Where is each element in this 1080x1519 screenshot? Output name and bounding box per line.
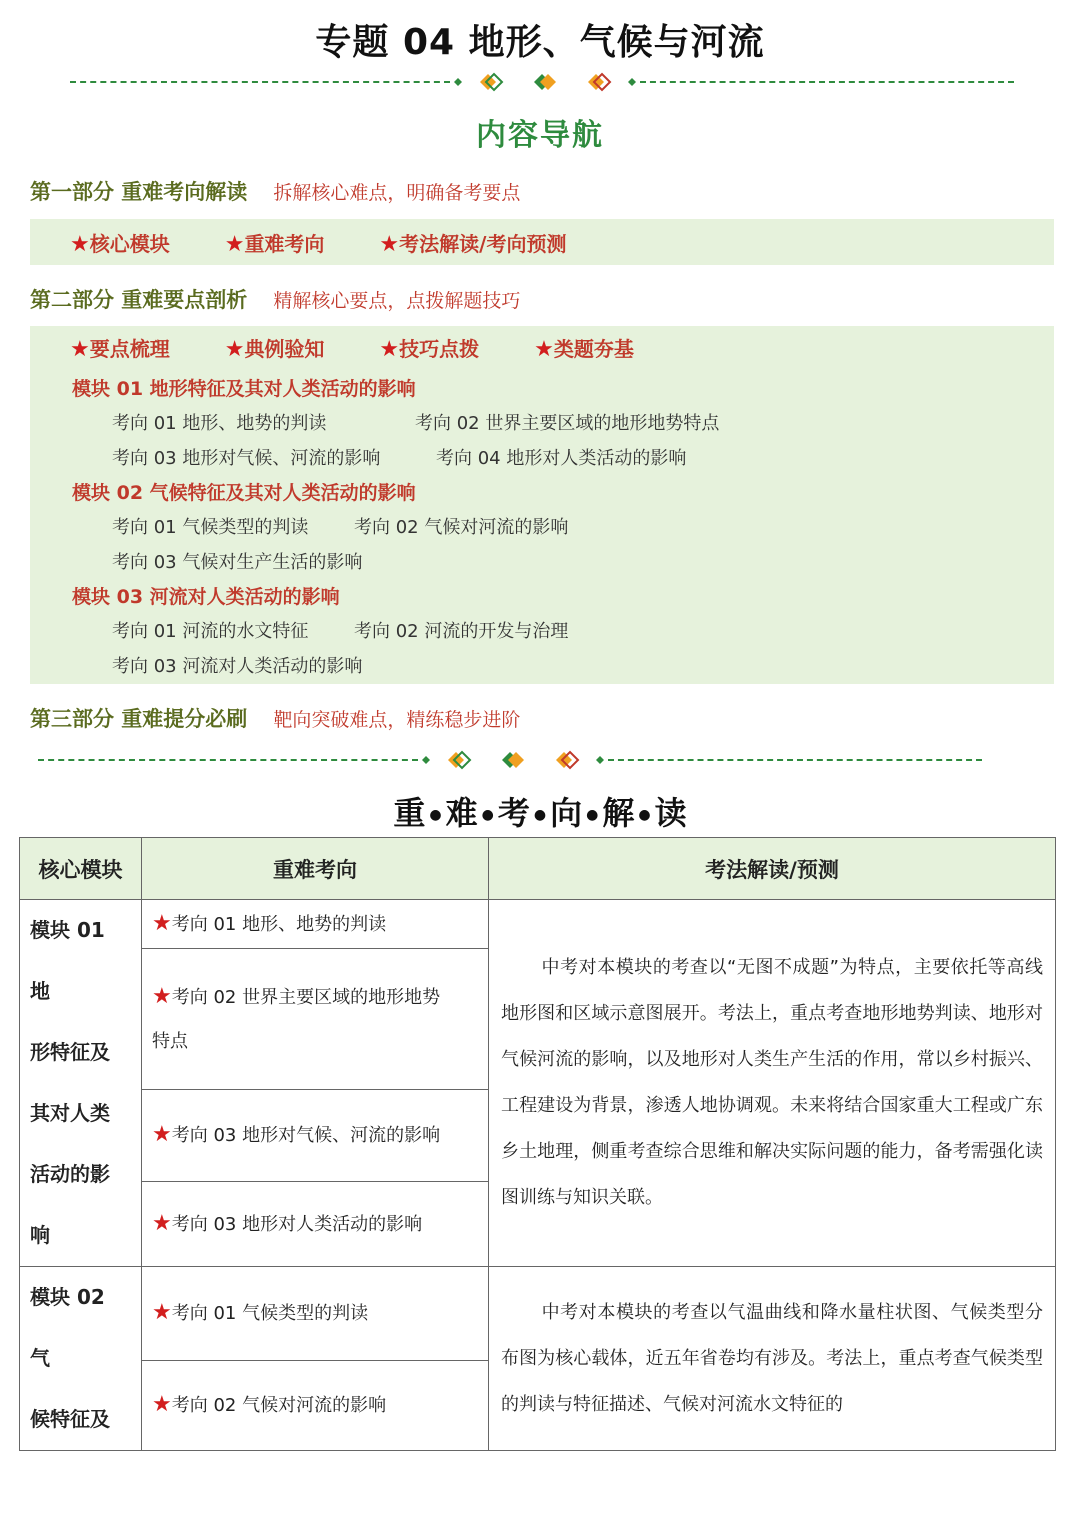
direction-item: 考向 03 河流对人类活动的影响	[112, 656, 363, 677]
part-three-heading	[30, 703, 520, 733]
star-icon: ★	[224, 337, 245, 362]
tag-item: ★核心模块	[70, 232, 170, 257]
tag-item: ★类题夯基	[534, 337, 634, 362]
star-icon: ★	[152, 1392, 172, 1418]
table-row	[20, 1267, 1056, 1361]
part-one-box	[30, 219, 1054, 265]
part-one-heading	[30, 176, 520, 206]
direction-cell: ★考向 01 气候类型的判读	[142, 1267, 489, 1361]
module-cell: 模块 01 地 形特征及 其对人类 活动的影 响	[20, 900, 142, 1267]
nav-title: 内容导航	[476, 118, 604, 153]
analysis-table	[19, 837, 1056, 1451]
part-desc: 精解核心要点，点拨解题技巧	[273, 290, 521, 312]
star-icon: ★	[224, 232, 245, 257]
direction-item: 考向 01 地形、地势的判读	[112, 413, 327, 434]
tag-item: ★技巧点拨	[379, 337, 480, 362]
part-two-box	[30, 326, 1054, 684]
star-icon: ★	[70, 337, 90, 362]
part-desc: 拆解核心难点，明确备考要点	[273, 182, 521, 204]
star-icon: ★	[70, 232, 90, 257]
star-icon: ★	[152, 1300, 172, 1326]
direction-item: 考向 01 河流的水文特征	[112, 621, 309, 642]
part-desc: 靶向突破难点，精练稳步进阶	[273, 709, 521, 731]
table-header-row	[20, 838, 1056, 900]
direction-item: 考向 02 气候对河流的影响	[354, 517, 569, 538]
direction-item: 考向 01 气候类型的判读	[112, 517, 309, 538]
star-icon: ★	[379, 337, 400, 362]
star-icon: ★	[152, 1121, 172, 1147]
description-cell: 中考对本模块的考查以气温曲线和降水量柱状图、气候类型分布图为核心载体，近五年省卷均有涉及。考法上，重点考查气候类型的判读与特征描述、气候对河流水文特征的	[489, 1267, 1056, 1451]
star-icon: ★	[534, 337, 554, 362]
direction-item: 考向 03 气候对生产生活的影响	[112, 552, 363, 573]
module-heading: 模块 02 气候特征及其对人类活动的影响	[72, 482, 416, 504]
tag-item: ★要点梳理	[70, 337, 170, 362]
table-row	[20, 900, 1056, 949]
section-title: 重 ● 难 ● 考 ● 向 ● 解 ● 读	[393, 794, 687, 832]
diamond-ornament-icon	[450, 70, 640, 94]
star-icon: ★	[152, 983, 172, 1009]
module-heading: 模块 03 河流对人类活动的影响	[72, 586, 340, 608]
tag-item: ★重难考向	[224, 232, 325, 257]
direction-item: 考向 02 世界主要区域的地形地势特点	[415, 413, 720, 434]
part-name: 第二部分 重难要点剖析	[30, 288, 248, 312]
part-two-heading	[30, 284, 520, 314]
part-name: 第一部分 重难考向解读	[30, 180, 248, 204]
star-icon: ★	[379, 232, 400, 257]
section-divider	[38, 748, 982, 772]
top-divider	[70, 70, 1014, 94]
module-heading: 模块 01 地形特征及其对人类活动的影响	[72, 378, 416, 400]
diamond-ornament-icon	[418, 748, 608, 772]
table-header: 考法解读/预测	[489, 838, 1056, 900]
description-cell: 中考对本模块的考查以“无图不成题”为特点，主要依托等高线地形图和区域示意图展开。考法上，重点考查地形地势判读、地形对气候河流的影响，以及地形对人类生产生活的作用，常以乡村振兴、工程建设为背景，渗透人地协调观。未来将结合国家重大工程或广东乡土地理，侧重考查综合思维和解决实际问题的能力，备考需强化读图训练与知识关联。	[489, 900, 1056, 1267]
star-icon: ★	[152, 910, 172, 936]
direction-cell: ★考向 02 气候对河流的影响	[142, 1361, 489, 1451]
table-header: 核心模块	[20, 838, 142, 900]
direction-item: 考向 04 地形对人类活动的影响	[436, 448, 687, 469]
direction-item: 考向 02 河流的开发与治理	[354, 621, 569, 642]
direction-cell: ★考向 01 地形、地势的判读	[142, 900, 489, 949]
direction-cell: ★考向 02 世界主要区域的地形地势 特点	[142, 949, 489, 1090]
table-header: 重难考向	[142, 838, 489, 900]
part-name: 第三部分 重难提分必刷	[30, 707, 248, 731]
tag-item: ★考法解读/考向预测	[379, 232, 567, 257]
module-cell: 模块 02 气 候特征及	[20, 1267, 142, 1451]
direction-cell: ★考向 03 地形对人类活动的影响	[142, 1182, 489, 1267]
page-title: 专题 04 地形、气候与河流	[315, 22, 765, 63]
star-icon: ★	[152, 1210, 172, 1236]
direction-item: 考向 03 地形对气候、河流的影响	[112, 448, 381, 469]
tag-item: ★典例验知	[224, 337, 325, 362]
direction-cell: ★考向 03 地形对气候、河流的影响	[142, 1089, 489, 1181]
